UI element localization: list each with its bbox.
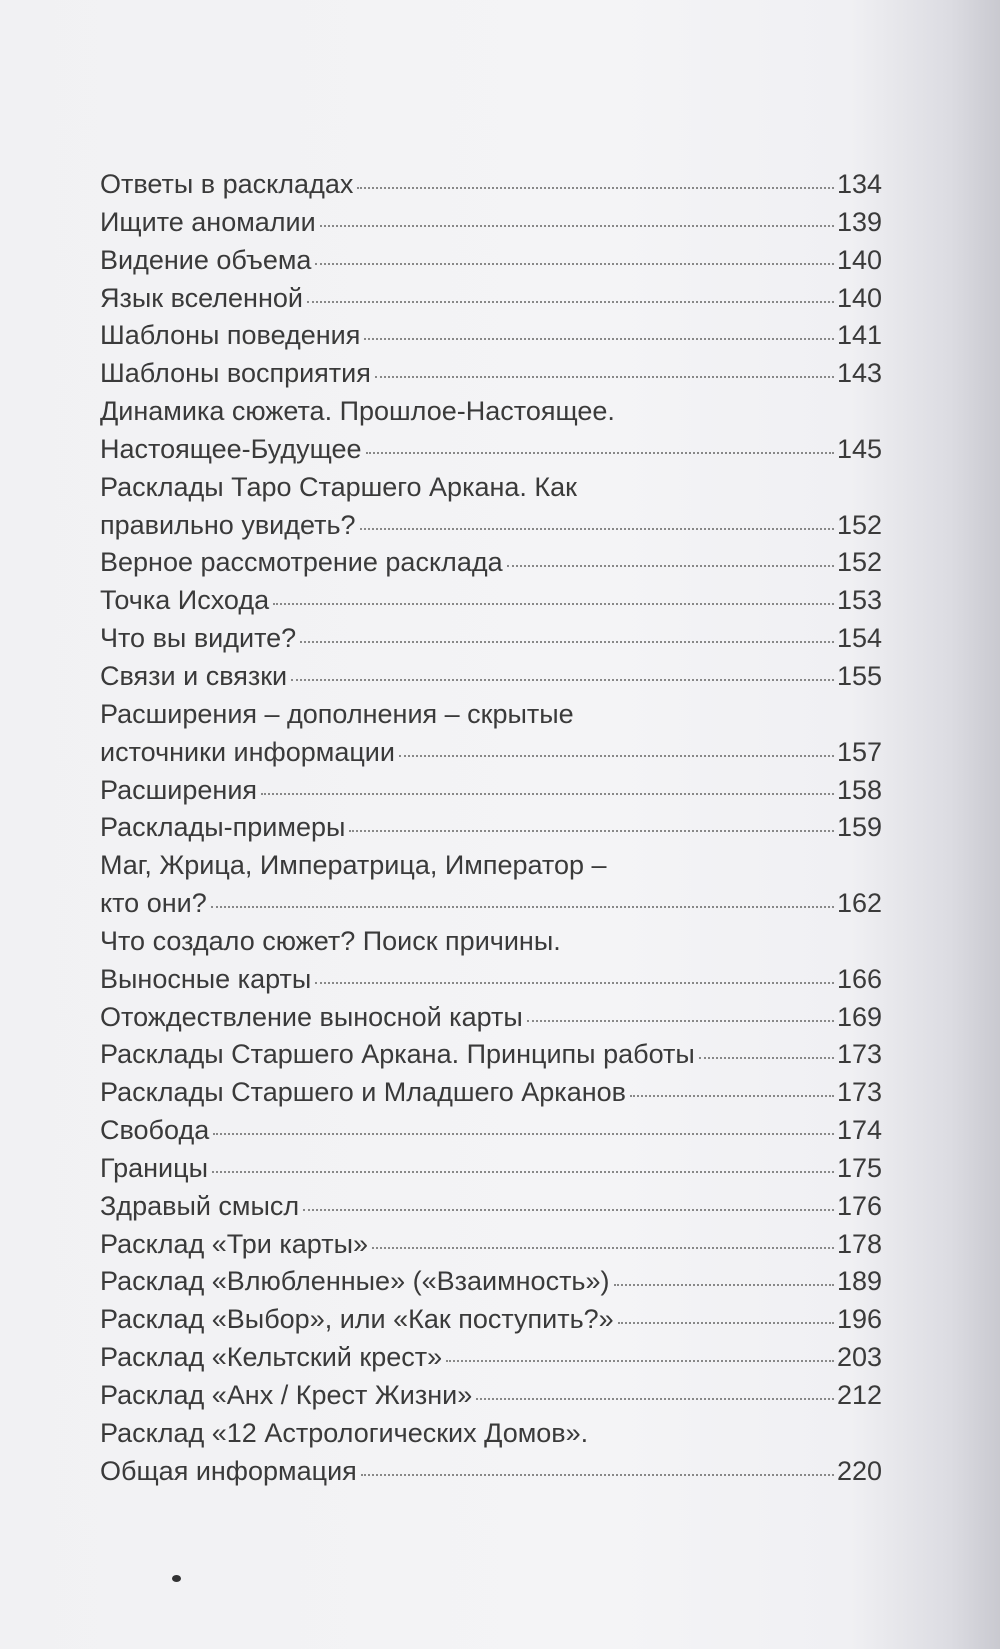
toc-entry-title: Отождествление выносной карты: [100, 1001, 523, 1032]
toc-entry: [100, 166, 882, 204]
toc-entry-title: Выносные карты: [100, 963, 312, 994]
toc-page-number: 145: [836, 433, 882, 464]
toc-page-number: 178: [836, 1228, 882, 1259]
toc-entry-title: Динамика сюжета. Прошлое-Настоящее.: [100, 396, 615, 427]
toc-entry: [100, 582, 882, 620]
toc-entry-title: Расклады Старшего и Младшего Арканов: [100, 1077, 626, 1108]
toc-line: [100, 544, 882, 582]
toc-entry-title: Что создало сюжет? Поиск причины.: [100, 925, 561, 956]
toc-line: [100, 204, 882, 242]
toc-line: [100, 1453, 882, 1491]
dot-leader: [375, 376, 834, 378]
paper-speck: [172, 1575, 181, 1582]
toc-line: [100, 1377, 882, 1415]
dot-leader: [446, 1360, 834, 1362]
toc-entry: [100, 393, 882, 469]
toc-entry: [100, 1301, 882, 1339]
toc-entry: [100, 1074, 882, 1112]
toc-line: [100, 885, 882, 923]
toc-line: [100, 696, 882, 734]
dot-leader: [300, 641, 834, 643]
dot-leader: [360, 528, 834, 530]
toc-entry: [100, 317, 882, 355]
dot-leader: [372, 1247, 834, 1249]
toc-entry: [100, 1036, 882, 1074]
toc-entry-title: Настоящее-Будущее: [100, 433, 362, 464]
toc-entry: [100, 809, 882, 847]
toc-line: [100, 1074, 882, 1112]
toc-line: [100, 999, 882, 1037]
toc-line: [100, 507, 882, 545]
toc-line: [100, 582, 882, 620]
toc-page-number: 166: [836, 963, 882, 994]
toc-line: [100, 734, 882, 772]
toc-entry: [100, 999, 882, 1037]
toc-page-number: 158: [836, 774, 882, 805]
toc-line: [100, 1112, 882, 1150]
toc-page-number: 203: [836, 1342, 882, 1373]
dot-leader: [476, 1398, 834, 1400]
toc-line: [100, 1188, 882, 1226]
toc-entry-title: Расклады-примеры: [100, 812, 346, 843]
toc-entry: [100, 772, 882, 810]
toc-line: [100, 1415, 882, 1453]
toc-entry-title: Границы: [100, 1152, 208, 1183]
dot-leader: [303, 1209, 834, 1211]
dot-leader: [213, 1133, 834, 1135]
toc-entry-title: Общая информация: [100, 1455, 357, 1486]
dot-leader: [349, 830, 834, 832]
toc-page-number: 212: [836, 1380, 882, 1410]
toc-line: [100, 1150, 882, 1188]
toc-entry-title: Расклады Старшего Аркана. Принципы работы: [100, 1039, 695, 1070]
toc-entry-title: Расклад «Выбор», или «Как поступить?»: [100, 1304, 614, 1335]
dot-leader: [211, 906, 834, 908]
toc-page-number: 162: [836, 888, 882, 919]
toc-page-number: 176: [836, 1190, 882, 1221]
toc-entry-title: Расклад «Три карты»: [100, 1228, 368, 1259]
toc-line: [100, 1036, 882, 1074]
toc-line: [100, 658, 882, 696]
toc-entry-title: Верное рассмотрение расклада: [100, 547, 503, 578]
toc-entry-title: Расширения – дополнения – скрытые: [100, 698, 574, 729]
toc-page-number: 174: [836, 1115, 882, 1146]
toc-entry: [100, 696, 882, 772]
toc-entry-title: источники информации: [100, 736, 395, 767]
toc-page-number: 139: [836, 206, 882, 237]
toc-entry: [100, 204, 882, 242]
toc-entry: [100, 355, 882, 393]
toc-line: [100, 317, 882, 355]
toc-page-number: 140: [836, 244, 882, 275]
toc-entry-title: Язык вселенной: [100, 282, 303, 313]
toc-line: [100, 1263, 882, 1301]
toc-entry-title: Видение объема: [100, 244, 312, 275]
toc-line: [100, 280, 882, 318]
table-of-contents: [100, 166, 882, 1491]
toc-line: [100, 1226, 882, 1264]
toc-line: [100, 961, 882, 999]
toc-entry-title: Что вы видите?: [100, 623, 297, 654]
dot-leader: [507, 565, 834, 567]
dot-leader: [315, 263, 834, 265]
dot-leader: [357, 187, 834, 189]
toc-page-number: 155: [836, 660, 882, 691]
dot-leader: [614, 1284, 834, 1286]
toc-entry: [100, 1263, 882, 1301]
toc-line: [100, 242, 882, 280]
toc-page-number: 157: [836, 736, 882, 767]
toc-page-number: 169: [836, 1001, 882, 1032]
toc-page-number: 173: [836, 1077, 882, 1108]
dot-leader: [399, 755, 834, 757]
toc-entry: [100, 1112, 882, 1150]
toc-entry-title: Расклад «Анх / Крест Жизни»: [100, 1380, 473, 1410]
toc-entry-title: Шаблоны поведения: [100, 320, 361, 351]
dot-leader: [366, 452, 834, 454]
dot-leader: [361, 1474, 834, 1476]
toc-line: [100, 923, 882, 961]
toc-page-number: 154: [836, 623, 882, 654]
toc-entry: [100, 1226, 882, 1264]
toc-entry: [100, 1377, 882, 1415]
toc-entry-title: Расклады Таро Старшего Аркана. Как: [100, 471, 577, 502]
toc-line: [100, 847, 882, 885]
toc-entry: [100, 544, 882, 582]
toc-page-number: 159: [836, 812, 882, 843]
toc-line: [100, 469, 882, 507]
toc-page-number: 189: [836, 1266, 882, 1297]
toc-entry: [100, 469, 882, 545]
dot-leader: [320, 225, 834, 227]
toc-entry-title: Ответы в раскладах: [100, 169, 354, 199]
toc-entry-title: Расклад «Влюбленные» («Взаимность»): [100, 1266, 610, 1297]
toc-line: [100, 809, 882, 847]
toc-page-number: 173: [836, 1039, 882, 1070]
toc-entry-title: Расклад «12 Астрологических Домов».: [100, 1417, 589, 1448]
toc-entry-title: правильно увидеть?: [100, 509, 356, 540]
toc-line: [100, 772, 882, 810]
toc-entry: [100, 923, 882, 999]
toc-entry: [100, 1415, 882, 1491]
toc-page-number: 152: [836, 509, 882, 540]
toc-page-number: 152: [836, 547, 882, 578]
toc-entry-title: Здравый смысл: [100, 1190, 300, 1221]
toc-line: [100, 431, 882, 469]
dot-leader: [699, 1057, 834, 1059]
toc-line: [100, 1339, 882, 1377]
dot-leader: [527, 1020, 834, 1022]
toc-entry: [100, 847, 882, 923]
toc-page-number: 141: [836, 320, 882, 351]
toc-entry: [100, 620, 882, 658]
toc-entry: [100, 1188, 882, 1226]
toc-entry-title: Свобода: [100, 1115, 210, 1146]
toc-line: [100, 393, 882, 431]
toc-page-number: 153: [836, 585, 882, 616]
toc-page-number: 140: [836, 282, 882, 313]
toc-page-number: 220: [836, 1455, 882, 1486]
toc-entry-title: Ищите аномалии: [100, 206, 316, 237]
dot-leader: [273, 603, 834, 605]
toc-page-number: 196: [836, 1304, 882, 1335]
toc-entry: [100, 1150, 882, 1188]
toc-entry-title: Связи и связки: [100, 660, 288, 691]
toc-page-number: 143: [836, 358, 882, 389]
toc-entry-title: Шаблоны восприятия: [100, 358, 371, 389]
dot-leader: [307, 301, 834, 303]
dot-leader: [618, 1322, 834, 1324]
dot-leader: [212, 1171, 834, 1173]
toc-entry-title: Расклад «Кельтский крест»: [100, 1342, 443, 1373]
toc-line: [100, 1301, 882, 1339]
toc-entry-title: Маг, Жрица, Императрица, Император –: [100, 850, 607, 881]
dot-leader: [315, 982, 834, 984]
toc-entry: [100, 1339, 882, 1377]
toc-entry-title: Расширения: [100, 774, 258, 805]
toc-line: [100, 620, 882, 658]
toc-entry: [100, 242, 882, 280]
toc-entry: [100, 280, 882, 318]
dot-leader: [364, 338, 834, 340]
dot-leader: [630, 1095, 834, 1097]
toc-page-number: 134: [836, 169, 882, 199]
toc-entry: [100, 658, 882, 696]
toc-line: [100, 355, 882, 393]
dot-leader: [291, 679, 834, 681]
dot-leader: [261, 793, 834, 795]
toc-entry-title: Точка Исхода: [100, 585, 270, 616]
toc-line: [100, 166, 882, 204]
toc-page-number: 175: [836, 1152, 882, 1183]
toc-entry-title: кто они?: [100, 888, 207, 919]
